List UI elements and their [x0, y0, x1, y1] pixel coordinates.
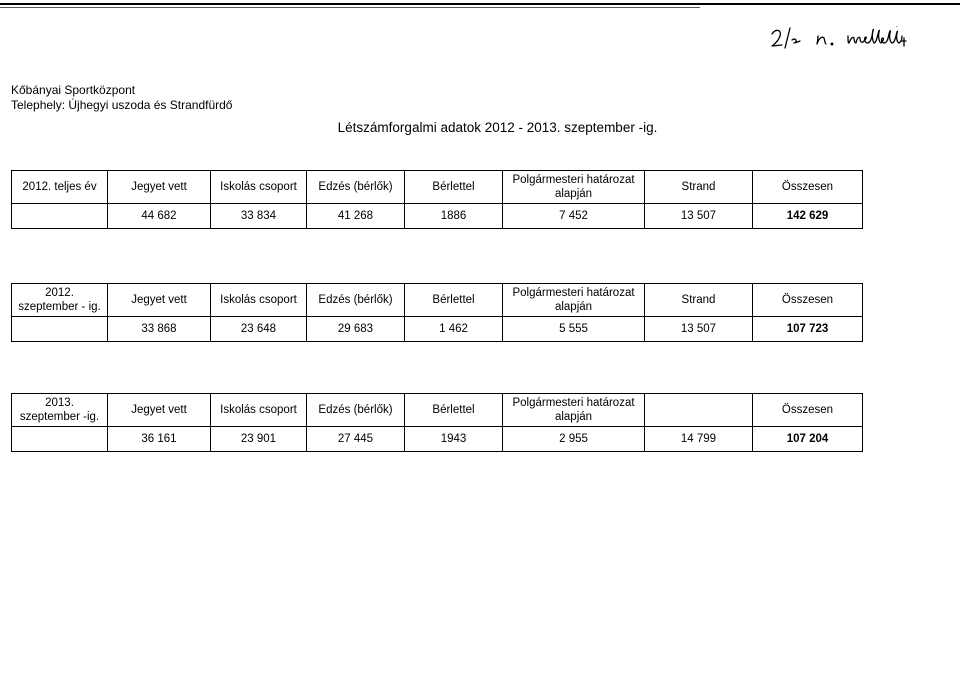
- table-header-row: [12, 171, 863, 204]
- value-total: 142 629: [753, 204, 863, 229]
- col-pass: Bérlettel: [405, 171, 503, 204]
- table-header-row: [12, 284, 863, 317]
- value-mayor-decision: 2 955: [503, 427, 645, 452]
- period-label: 2013. szeptember -ig.: [12, 394, 108, 427]
- value-pass: 1943: [405, 427, 503, 452]
- col-ticket: Jegyet vett: [108, 171, 211, 204]
- value-strand: 14 799: [645, 427, 753, 452]
- value-mayor-decision: 7 452: [503, 204, 645, 229]
- col-total: Összesen: [753, 394, 863, 427]
- col-ticket: Jegyet vett: [108, 394, 211, 427]
- site-name: Telephely: Újhegyi uszoda és Strandfürdő: [11, 98, 233, 112]
- col-training: Edzés (bérlők): [307, 284, 405, 317]
- col-pass: Bérlettel: [405, 394, 503, 427]
- handwritten-annotation: [770, 26, 940, 71]
- value-training: 29 683: [307, 317, 405, 342]
- table-row: [12, 317, 863, 342]
- stats-table-2012-to-september: [11, 283, 863, 342]
- col-strand: Strand: [645, 171, 753, 204]
- stats-table-2013-to-september: [11, 393, 863, 452]
- table-header-row: [12, 394, 863, 427]
- value-school: 23 648: [211, 317, 307, 342]
- value-ticket: 44 682: [108, 204, 211, 229]
- col-mayor-decision: Polgármesteri határozat alapján: [503, 394, 645, 427]
- value-total: 107 723: [753, 317, 863, 342]
- value-total: 107 204: [753, 427, 863, 452]
- period-label: 2012. szeptember - ig.: [12, 284, 108, 317]
- col-school: Iskolás csoport: [211, 171, 307, 204]
- value-training: 27 445: [307, 427, 405, 452]
- value-school: 23 901: [211, 427, 307, 452]
- table-row: [12, 204, 863, 229]
- col-total: Összesen: [753, 171, 863, 204]
- value-pass: 1 462: [405, 317, 503, 342]
- col-ticket: Jegyet vett: [108, 284, 211, 317]
- table-row: [12, 427, 863, 452]
- col-strand: Strand: [645, 284, 753, 317]
- top-rule-secondary: [0, 7, 700, 8]
- col-mayor-decision: Polgármesteri határozat alapján: [503, 171, 645, 204]
- col-strand: [645, 394, 753, 427]
- top-rule: [0, 3, 960, 5]
- value-training: 41 268: [307, 204, 405, 229]
- empty-cell: [12, 427, 108, 452]
- empty-cell: [12, 204, 108, 229]
- value-strand: 13 507: [645, 204, 753, 229]
- value-ticket: 33 868: [108, 317, 211, 342]
- value-pass: 1886: [405, 204, 503, 229]
- col-mayor-decision: Polgármesteri határozat alapján: [503, 284, 645, 317]
- stats-table-2012-full-year: [11, 170, 863, 229]
- period-label: 2012. teljes év: [12, 171, 108, 204]
- organization-name: Kőbányai Sportközpont: [11, 83, 136, 97]
- col-training: Edzés (bérlők): [307, 171, 405, 204]
- value-strand: 13 507: [645, 317, 753, 342]
- value-ticket: 36 161: [108, 427, 211, 452]
- col-school: Iskolás csoport: [211, 284, 307, 317]
- empty-cell: [12, 317, 108, 342]
- page-title: Létszámforgalmi adatok 2012 - 2013. szeptember -ig.: [337, 120, 658, 135]
- value-school: 33 834: [211, 204, 307, 229]
- document-header: [11, 83, 232, 113]
- col-training: Edzés (bérlők): [307, 394, 405, 427]
- col-total: Összesen: [753, 284, 863, 317]
- value-mayor-decision: 5 555: [503, 317, 645, 342]
- col-school: Iskolás csoport: [211, 394, 307, 427]
- col-pass: Bérlettel: [405, 284, 503, 317]
